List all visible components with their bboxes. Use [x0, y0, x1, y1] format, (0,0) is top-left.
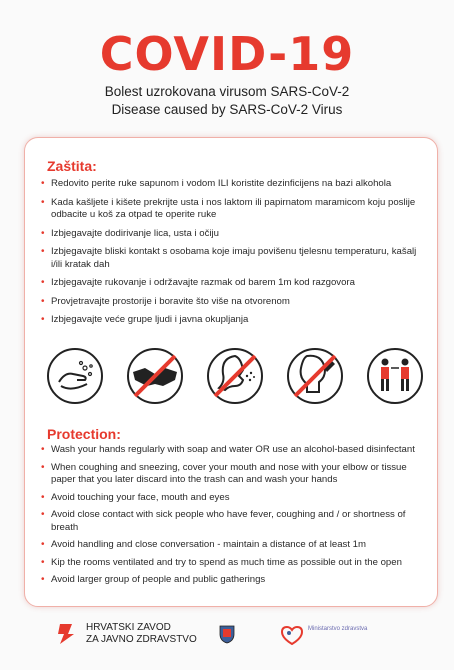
list-item: • Izbjegavajte bliski kontakt s osobama koje imaju povišenu tjelesnu temperaturu, kašalj i/ili kratak dah — [41, 246, 425, 271]
distance-icon — [365, 346, 425, 406]
info-card — [24, 137, 438, 607]
hand-washing-icon — [45, 346, 105, 406]
list-item: • Kada kašljete i kišete prekrijte usta i nos laktom ili papirnatom maramicom koju poslije odbacite u koš za otpad te operite ruke — [41, 197, 425, 222]
no-sneeze-icon — [205, 346, 265, 406]
protection-heading-hr: Zaštita: — [47, 158, 97, 174]
list-item: • Avoid close contact with sick people who have fever, coughing and / or shortness of breath — [41, 509, 425, 534]
ministry-heart-icon — [280, 624, 304, 646]
page-title: COVID-19 — [99, 27, 355, 81]
list-item: • Redovito perite ruke sapunom i vodom ILI koristite dezinficijens na bazi alkohola — [41, 178, 425, 191]
org-name-line1: HRVATSKI ZAVOD — [86, 622, 171, 633]
list-item: • Wash your hands regularly with soap and water OR use an alcohol-based disinfectant — [41, 444, 425, 457]
protection-heading-en: Protection: — [47, 426, 121, 442]
list-item: • Provjetravajte prostorije i boravite što više na otvorenom — [41, 296, 425, 309]
list-item: • When coughing and sneezing, cover your mouth and nose with your elbow or tissue paper that you later discard into the trash can and wash your hands — [41, 462, 425, 487]
subtitle-english: Disease caused by SARS-CoV-2 Virus — [111, 102, 343, 117]
list-item: • Kip the rooms ventilated and try to spend as much time as possible out in the open — [41, 557, 425, 570]
list-item: • Avoid touching your face, mouth and eyes — [41, 492, 425, 505]
footer — [0, 620, 454, 665]
pictogram-row — [45, 346, 425, 412]
no-face-touch-icon — [285, 346, 345, 406]
protection-list-hr — [41, 178, 425, 327]
hzjz-mark-icon — [56, 622, 78, 646]
list-item: • Izbjegavajte veće grupe ljudi i javna okupljanja — [41, 314, 425, 327]
org-name-line2: ZA JAVNO ZDRAVSTVO — [86, 634, 197, 645]
ministry-label: Ministarstvo zdravstva — [308, 626, 368, 632]
coat-of-arms-icon — [218, 624, 236, 644]
protection-list-en — [41, 444, 425, 587]
list-item: • Avoid larger group of people and public gatherings — [41, 574, 425, 587]
subtitle-croatian: Bolest uzrokovana virusom SARS-CoV-2 — [104, 84, 350, 99]
list-item: • Izbjegavajte dodirivanje lica, usta i očiju — [41, 228, 425, 241]
list-item: • Avoid handling and close conversation - maintain a distance of at least 1m — [41, 539, 425, 552]
list-item: • Izbjegavajte rukovanje i održavajte razmak od barem 1m kod razgovora — [41, 277, 425, 290]
no-handshake-icon — [125, 346, 185, 406]
hzjz-logo — [56, 622, 197, 646]
